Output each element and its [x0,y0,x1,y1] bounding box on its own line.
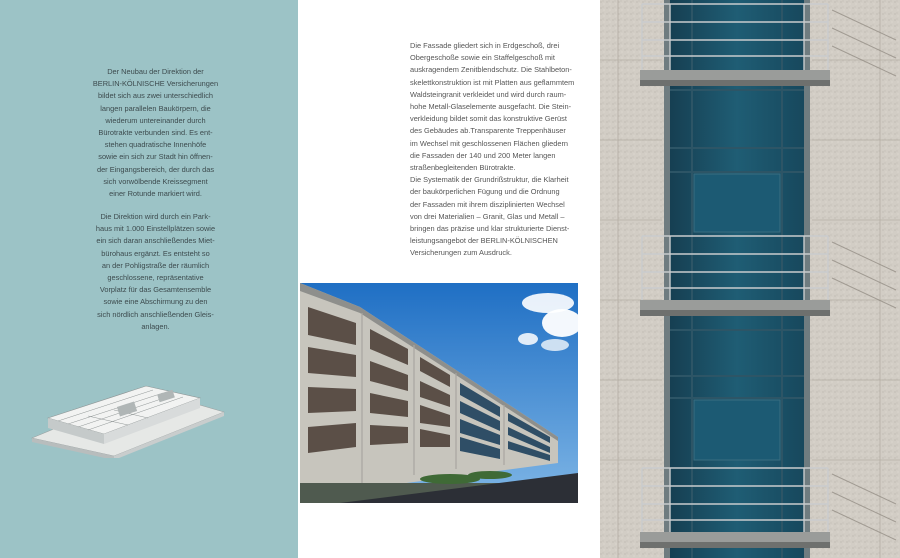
middle-text-column [410,40,580,260]
left-paragraph-1 [88,66,223,200]
left-paragraph-1-text: Der Neubau der Direktion der BERLIN-KÖLNISCHE Versicherungen bildet sich aus zwei unterschiedlich langen parallelen Baukörpern, die wiederum untereinander durch Bürotrakte verbunden sind. Es ent- stehen quadratische Innenhöfe sowie ein sich zur Stadt hin öffnen- der Eingangsbereich, der durch das sich vorwölbende Kreissegment einer Rotunde markiert wird. [92,67,219,199]
left-paragraph-2 [88,211,223,333]
facade-photo [600,0,900,558]
left-paragraph-2-text: Die Direktion wird durch ein Park- haus mit 1.000 Einstellplätzen sowie ein sich daran anschließendes Miet- bürohaus ergänzt. Es entsteht so an der Pohligstraße der räumlich geschlossene, repräsentative Vorplatz für das Gesamtensemble sowie eine Abschirmung zu den sich nördlich anschließenden Gleis- anlagen. [95,212,216,331]
facade-panel [600,0,900,558]
architectural-model-image [28,378,228,458]
middle-paragraph-2: Die Systematik der Grundrißstruktur, die Klarheit der baukörperlichen Fügung und die Ordnung der Fassaden mit ihrem disziplinierten Wechsel von drei Materialien – Granit, Glas und Metall – bringen das präzise und klar strukturierte Dienst- leistungsangebot der BERLIN-KÖLNISCHEN Versicherungen zum Ausdruck. [410,175,570,258]
building-photo [300,283,578,503]
middle-paragraph-1: Die Fassade gliedert sich in Erdgeschoß, drei Obergeschoße sowie ein Staffelgeschoß mit auskragendem Zenitblendschutz. Die Stahlbeton- skelettkonstruktion ist mit Platten aus geflammtem Waldsteingranit verkleidet und wird durch raum- hohe Metall-Glaselemente ausgefacht. Die Stein- verkleidung bildet somit das konstruktive Gerüst des Gebäudes ab.Transparente Treppenhäuser im Wechsel mit geschlossenen Flächen gliedern die Fassaden der 140 und 200 Meter langen straßenbegleitenden Bürotrakte. [410,41,575,173]
